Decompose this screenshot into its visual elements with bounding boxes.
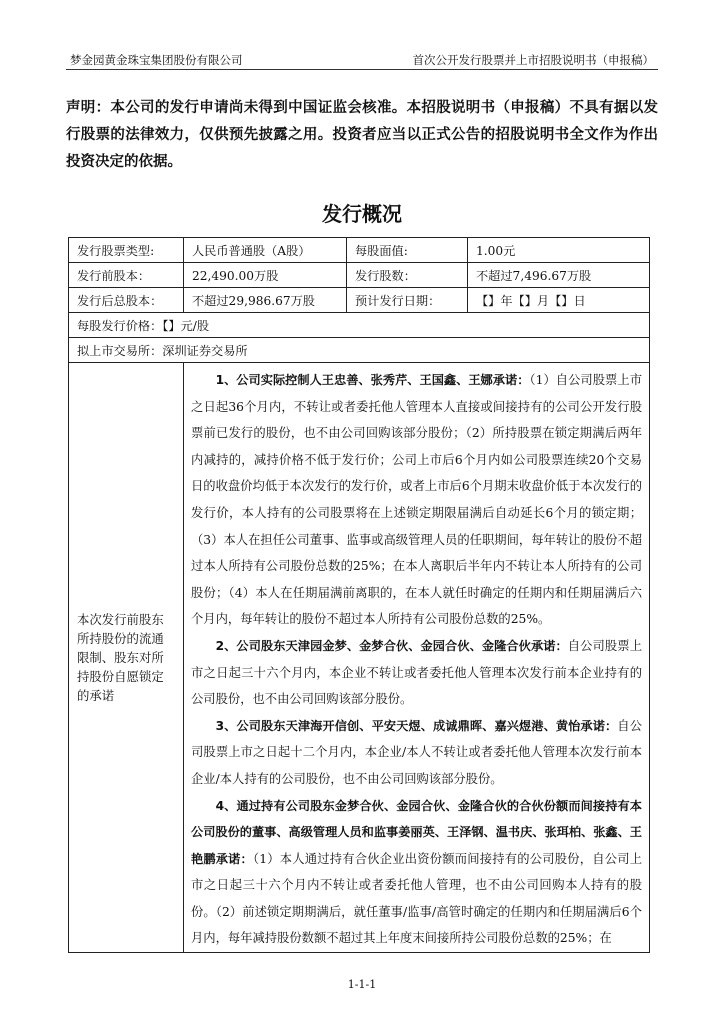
disclaimer-statement: 声明：本公司的发行申请尚未得到中国证监会核准。本招股说明书（申报稿）不具有据以发行股票的法律效力，仅供预先披露之用。投资者应当以正式公告的招股说明书全文作为作出投资决定的依据。	[66, 100, 658, 170]
table-row	[69, 288, 650, 313]
pledge-body: （1）自公司股票上市之日起36个月内，不转让或者委托他人管理本人直接或间接持有的公司公开发行股票前已发行的股份，也不由公司回购该部分股份；（2）所持股票在锁定期满后两年内减持的，减持价格不低于发行价；公司上市后6个月内如公司股票连续20个交易日的收盘价均低于本次发行的发行价，或者上市后6个月期末收盘价低于本次发行的发行价，本人持有的公司股票将在上述锁定期限届满后自动延长6个月的锁定期；（3）本人在担任公司董事、监事或高级管理人员的任职期间，每年转让的股份不超过本人所持有公司股份总数的25%；在本人离职后半年内不转让本人所持有的公司股份；（4）本人在任期届满前离职的，在本人就任时确定的任期内和任期届满后六个月内，每年转让的股份不超过本人所持有公司股份总数的25%。	[191, 373, 642, 627]
cell-label: 发行股票类型:	[69, 238, 184, 263]
cell-value: 【】年【】月【】日	[468, 288, 650, 313]
cell-value: 22,490.00万股	[184, 263, 347, 288]
pledge-heading: 4、通过持有公司股东金梦合伙、金园合伙、金隆合伙的合伙份额而间接持有本公司股份的董事、高级管理人员和监事姜丽英、王泽钢、温书庆、张珥柏、张鑫、王艳鹏承诺：	[191, 798, 642, 866]
pledge-heading: 2、公司股东天津园金梦、金梦合伙、金园合伙、金隆合伙承诺：	[215, 638, 568, 653]
pledge-paragraph	[191, 713, 642, 793]
cell-label: 发行前股本：	[69, 263, 184, 288]
section-title: 发行概况	[322, 202, 402, 226]
pledge-body: 自公司股票上市之日起十二个月内，本企业/本人不转让或者委托他人管理本次发行前本企业/本人持有的公司股份，也不由公司回购该部分股份。	[191, 718, 642, 786]
cell-label: 预计发行日期：	[347, 288, 468, 313]
pledge-paragraph	[191, 633, 642, 713]
pledge-label: 本次发行前股东所持股份的流通限制、股东对所持股份自愿锁定的承诺	[69, 363, 184, 953]
pledge-heading: 3、公司股东天津海开信创、平安天煜、成诚鼎晖、嘉兴煜港、黄怡承诺：	[215, 718, 618, 733]
cell-value: 人民币普通股（A股）	[184, 238, 347, 263]
cell-value: 1.00元	[468, 238, 650, 263]
pledge-paragraph	[191, 367, 642, 633]
cell-label: 发行股数：	[347, 263, 468, 288]
price-cell: 每股发行价格：【】元/股	[69, 313, 650, 338]
pledge-body: 自公司股票上市之日起三十六个月内，本企业不转让或者委托他人管理本次发行前本企业持有的公司股份，也不由公司回购该部分股份。	[191, 638, 642, 707]
table-row	[69, 363, 650, 953]
table-row	[69, 338, 650, 363]
cell-label: 发行后总股本：	[69, 288, 184, 313]
pledge-paragraph	[191, 793, 642, 953]
offering-overview-table	[68, 237, 650, 953]
cell-label: 每股面值:	[347, 238, 468, 263]
page-number: 1-1-1	[347, 978, 377, 991]
cell-value: 不超过7,496.67万股	[468, 263, 650, 288]
header-divider	[66, 69, 658, 70]
table-row	[69, 313, 650, 338]
pledge-content	[184, 363, 650, 953]
table-row	[69, 263, 650, 288]
header-company: 梦金园黄金珠宝集团股份有限公司	[70, 53, 243, 67]
pledge-heading: 1、公司实际控制人王忠善、张秀芹、王国鑫、王娜承诺：	[215, 373, 530, 387]
exchange-cell: 拟上市交易所：深圳证券交易所	[69, 338, 650, 363]
cell-value: 不超过29,986.67万股	[184, 288, 347, 313]
pledge-body: （1）本人通过持有合伙企业出资份额而间接持有的公司股份，自公司上市之日起三十六个月内不转让或者委托他人管理，也不由公司回购本人持有的股份。（2）前述锁定期期满后，就任董事/监事/高管时确定的任期内和任期届满后6个月内，每年减持股份数额不超过其上年度末间接所持公司股份总数的25%；在	[191, 851, 642, 946]
header-doc-title: 首次公开发行股票并上市招股说明书（申报稿）	[412, 53, 654, 67]
table-row	[69, 238, 650, 263]
